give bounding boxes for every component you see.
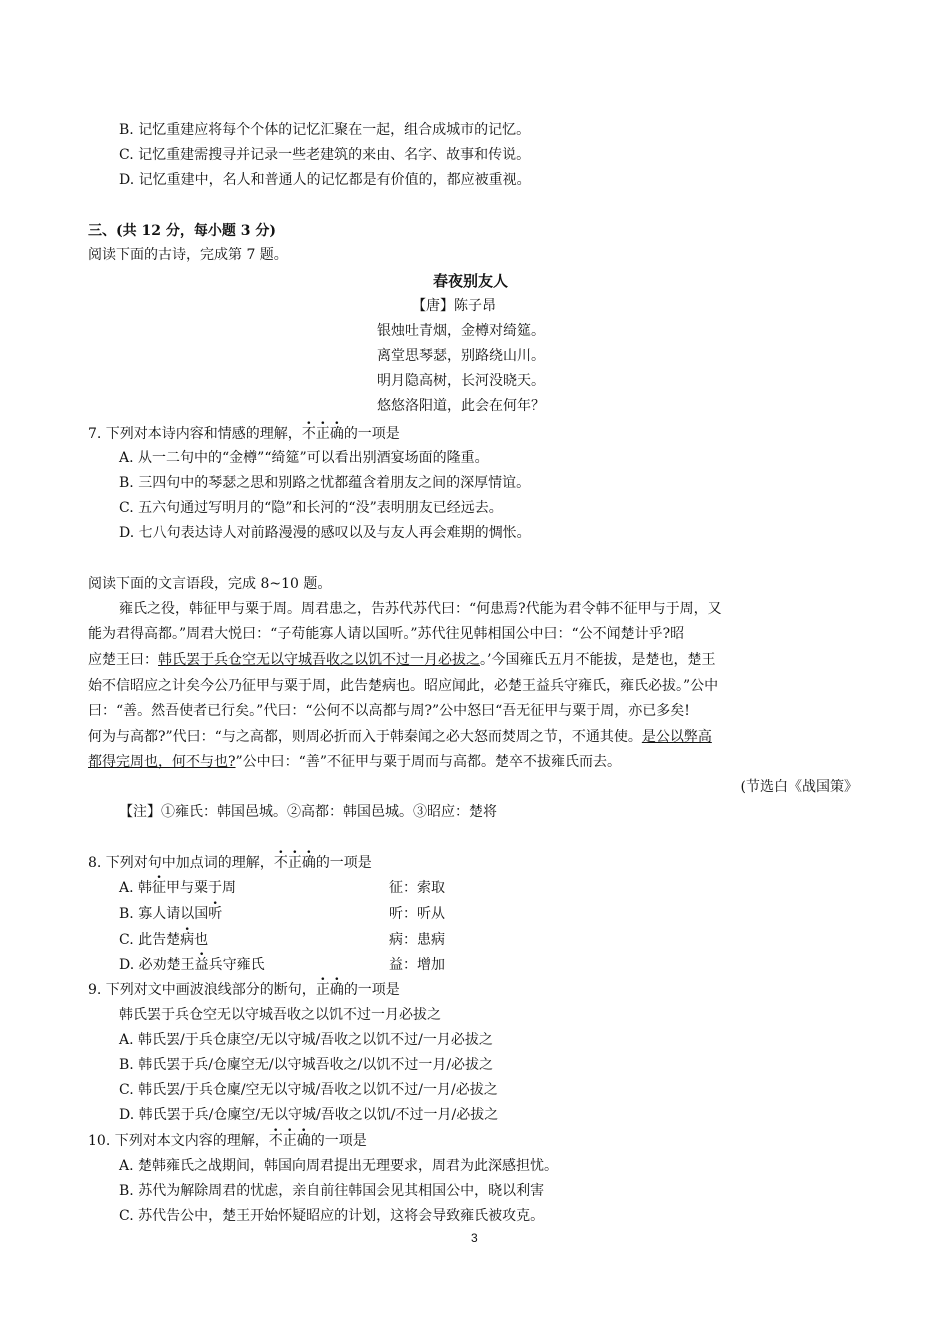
q8-b-dotted: 听	[208, 906, 223, 922]
q8-option-c	[119, 930, 208, 950]
q10-dot-2: 正	[282, 1133, 297, 1149]
q9-option-b: B. 韩氏罢于兵/仓廩空无/以守城吾收之/以饥不过一月/必拔之	[119, 1057, 494, 1073]
wavy-underlined-sentence: 韩氏罢于兵仓空无以守城吾收之以饥不过一月必拔之	[158, 652, 480, 668]
poem-author: 【唐】陈子昂	[412, 298, 496, 314]
passage-line-3-pre: 应楚王曰：	[88, 652, 158, 668]
q7-dot-1: 不	[301, 426, 316, 442]
poem-line-3: 明月隐高树，长河没晓天。	[377, 373, 545, 389]
q8-def-a: 征：索取	[389, 880, 445, 896]
passage-line-6-pre: 何为与高都?”代曰：“与之高都，则周必折而入于韩秦闻之必大怒而焚周之节，不通其使。	[88, 729, 642, 745]
passage-line-7-post: ”公中曰：“善”不征甲与粟于周而与高都。楚卒不拔雍氏而去。	[235, 754, 621, 770]
passage-line-1: 雍氏之役，韩征甲与粟于周。周君患之，告苏代苏代曰：“何患焉?代能为君令韩不征甲与于周，又	[119, 601, 722, 617]
q8-dot-2: 正	[287, 855, 302, 871]
q8-d-pre: D. 必劝楚王	[119, 957, 195, 973]
passage-line-2: 能为君得高都。”周君大悦曰：“子苟能寡人请以国听。”苏代往见韩相国公中曰：“公不闻楚计乎?昭	[88, 626, 685, 642]
section-heading: 三、(共 12 分，每小题 3 分)	[88, 223, 276, 239]
prev-option-c: C. 记忆重建需搜寻并记录一些老建筑的来由、名字、故事和传说。	[119, 147, 531, 163]
q9-dot-2: 确	[329, 982, 344, 998]
q8-option-d	[119, 955, 265, 975]
passage-line-3	[88, 650, 715, 670]
q8-c-pre: C. 此告楚	[119, 932, 181, 948]
q7-option-c: C. 五六句通过写明月的“隐”和长河的“没”表明朋友已经远去。	[119, 500, 503, 516]
prev-option-d: D. 记忆重建中，名人和普通人的记忆都是有价值的，都应被重视。	[119, 172, 531, 188]
q10-stem	[88, 1131, 367, 1151]
poem-line-4: 悠悠洛阳道，此会在何年？	[377, 398, 545, 414]
q9-option-a: A. 韩氏罢/于兵仓康空/无以守城/吾收之以饥不过/一月必拔之	[119, 1032, 493, 1048]
q8-c-post: 也	[194, 932, 209, 948]
prev-option-b: B. 记忆重建应将每个个体的记忆汇聚在一起，组合成城市的记忆。	[119, 122, 531, 138]
q7-stem-pre: 7. 下列对本诗内容和情感的理解，	[88, 426, 302, 442]
q9-dot-1: 正	[315, 982, 330, 998]
underlined-sentence-part-2: 都得完周也，何不与也?	[88, 754, 236, 770]
q8-a-post: 甲与粟于周	[166, 880, 237, 896]
q8-d-post: 兵守雍氏	[208, 957, 265, 973]
q8-dot-1: 不	[273, 855, 288, 871]
passage-notes: 【注】①雍氏：韩国邑城。②高都：韩国邑城。③昭应：楚将	[119, 804, 497, 820]
q7-option-b: B. 三四句中的琴瑟之思和别路之忧都蕴含着朋友之间的深厚情谊。	[119, 475, 531, 491]
q7-stem	[88, 424, 400, 444]
section-intro: 阅读下面的古诗，完成第 7 题。	[88, 247, 288, 263]
q7-option-a: A. 从一二句中的“金樽”“绮筵”可以看出别酒宴场面的隆重。	[119, 450, 489, 466]
underlined-sentence-part-1: 是公以弊高	[641, 729, 712, 745]
passage-line-5: 曰：“善。然吾使者已行矣。”代曰：“公何不以高都与周?”公中怒曰“吾无征甲与粟于周，亦已多矣!	[88, 703, 690, 719]
q8-option-b	[119, 904, 222, 924]
passage-line-6	[88, 727, 712, 747]
q8-option-a	[119, 878, 236, 898]
passage-line-4: 始不信昭应之计矣今公乃征甲与粟于周，此告楚病也。昭应闻此，必楚王益兵守雍氏，雍氏必拔。”公中	[88, 678, 719, 694]
q8-c-dotted: 病	[180, 932, 195, 948]
q10-dot-3: 确	[296, 1133, 311, 1149]
passage-source: (节选白《战国策》	[740, 779, 858, 795]
q10-stem-pre: 10. 下列对本文内容的理解，	[88, 1133, 269, 1149]
q10-stem-post: 的一项是	[310, 1133, 367, 1149]
poem-line-1: 银烛吐青烟，金樽对绮筵。	[377, 323, 545, 339]
q10-option-b: B. 苏代为解除周君的忧虑，亲自前往韩国会见其相国公中，晓以利害	[119, 1183, 545, 1199]
q8-a-dotted: 征	[152, 880, 167, 896]
q8-def-c: 病：患病	[389, 932, 445, 948]
q7-stem-post: 的一项是	[343, 426, 400, 442]
q9-stem-pre: 9. 下列对文中画波浪线部分的断句，	[88, 982, 316, 998]
passage-line-3-post: 。’今国雍氏五月不能拔，是楚也，楚王	[480, 652, 716, 668]
q8-stem	[88, 853, 372, 873]
q9-option-c: C. 韩氏罢/于兵仓廩/空无以守城/吾收之以饥不过/一月/必拔之	[119, 1082, 498, 1098]
q8-a-pre: A. 韩	[119, 880, 153, 896]
q7-dot-2: 正	[315, 426, 330, 442]
poem-title: 春夜别友人	[433, 272, 509, 290]
q8-b-pre: B. 寡人请以国	[119, 906, 209, 922]
q9-stem	[88, 980, 400, 1000]
q8-stem-pre: 8. 下列对句中加点词的理解，	[88, 855, 274, 871]
q10-dot-1: 不	[268, 1133, 283, 1149]
q8-def-d: 益：增加	[389, 957, 445, 973]
q9-stem-post: 的一项是	[343, 982, 400, 998]
q10-option-a: A. 楚韩雍氏之战期间，韩国向周君提出无理要求，周君为此深感担忧。	[119, 1158, 559, 1174]
q8-dot-3: 确	[301, 855, 316, 871]
poem-line-2: 离堂思琴瑟，别路绕山川。	[377, 348, 545, 364]
q7-option-d: D. 七八句表达诗人对前路漫漫的感叹以及与友人再会难期的惆怅。	[119, 525, 531, 541]
classical-intro: 阅读下面的文言语段，完成 8~10 题。	[88, 576, 332, 592]
passage-line-7	[88, 752, 621, 772]
q10-option-c: C. 苏代告公中，楚王开始怀疑昭应的计划，这将会导致雍氏被攻克。	[119, 1208, 545, 1224]
q9-option-d: D. 韩氏罢于兵/仓廩空/无以守城/吾收之以饥/不过一月/必拔之	[119, 1107, 499, 1123]
q7-dot-3: 确	[329, 426, 344, 442]
q8-stem-post: 的一项是	[315, 855, 372, 871]
q8-d-dotted: 益	[194, 957, 209, 973]
q8-def-b: 听：听从	[389, 906, 445, 922]
page-number: 3	[471, 1231, 478, 1245]
q9-quote: 韩氏罢于兵仓空无以守城吾收之以饥不过一月必拔之	[119, 1007, 441, 1023]
